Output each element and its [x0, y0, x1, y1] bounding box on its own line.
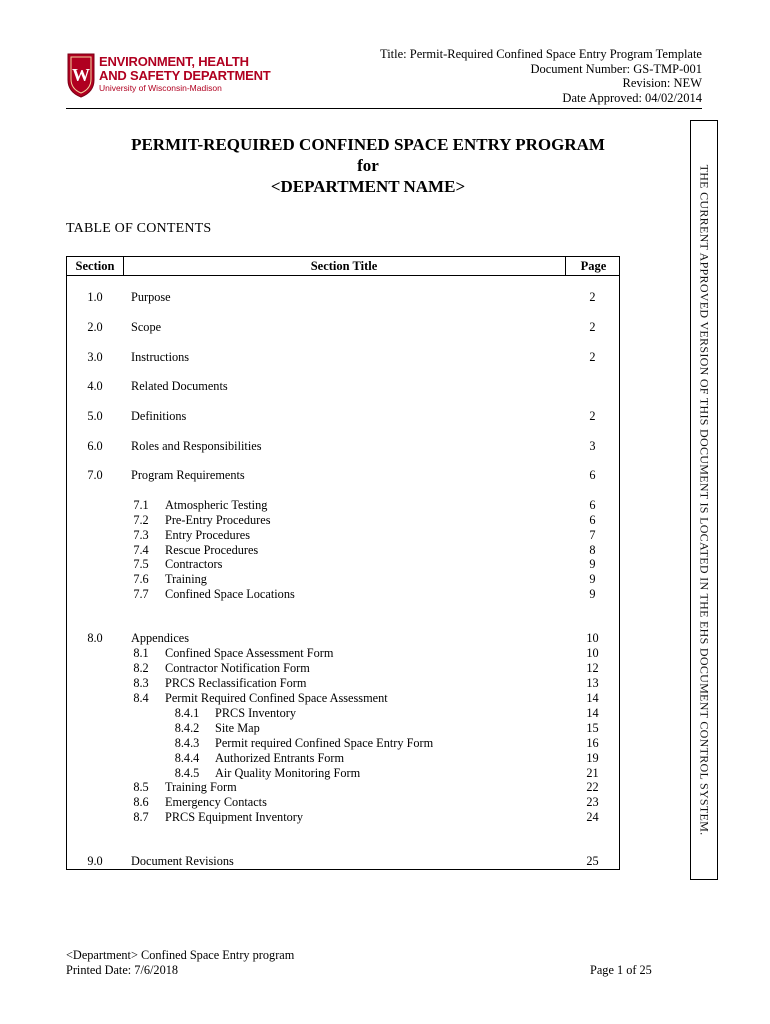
- toc-section-number: 7.4: [133, 543, 149, 557]
- toc-row: [67, 379, 619, 394]
- toc-section-title: Entry Procedures: [165, 528, 251, 542]
- toc-row: [67, 320, 619, 335]
- logo-line-1: ENVIRONMENT, HEALTH: [99, 54, 249, 69]
- toc-page-number: 23: [586, 795, 599, 809]
- toc-section-title: Purpose: [131, 290, 171, 304]
- toc-section-title: Program Requirements: [131, 468, 245, 482]
- toc-section-number: 7.3: [133, 528, 149, 542]
- toc-section-number: 7.0: [87, 468, 103, 482]
- toc-page-number: 2: [589, 350, 596, 364]
- toc-section-number: 7.6: [133, 572, 149, 586]
- toc-section-number: 3.0: [87, 350, 103, 364]
- toc-page-number: 10: [586, 631, 599, 645]
- toc-section-title: PRCS Reclassification Form: [165, 676, 307, 690]
- toc-section-number: 1.0: [87, 290, 103, 304]
- toc-page-number: 14: [586, 691, 599, 705]
- toc-row: [67, 721, 619, 736]
- logo-line-2: AND SAFETY DEPARTMENT: [99, 68, 271, 83]
- toc-page-number: 12: [586, 661, 599, 675]
- toc-section-title: Pre-Entry Procedures: [165, 513, 271, 527]
- toc-row: [67, 498, 619, 513]
- toc-header-title: Section Title: [310, 259, 378, 273]
- svg-text:W: W: [72, 65, 90, 85]
- toc-section-number: 4.0: [87, 379, 103, 393]
- toc-row: [67, 646, 619, 661]
- toc-row: [67, 810, 619, 825]
- document-title-line-2: for: [357, 156, 379, 175]
- toc-section-number: 6.0: [87, 439, 103, 453]
- toc-section-number: 9.0: [87, 854, 103, 868]
- toc-page-number: 15: [586, 721, 599, 735]
- toc-section-title: Permit required Confined Space Entry Form: [215, 736, 434, 750]
- toc-section-title: PRCS Equipment Inventory: [165, 810, 303, 824]
- toc-page-number: 13: [586, 676, 599, 690]
- toc-row: [67, 631, 619, 646]
- toc-row: [67, 691, 619, 706]
- toc-section-number: 8.1: [133, 646, 149, 660]
- toc-section-title: Training: [165, 572, 207, 586]
- toc-row: [67, 350, 619, 365]
- toc-row: [67, 290, 619, 305]
- footer-page-number: Page 1 of 25: [590, 963, 652, 977]
- toc-section-title: Related Documents: [131, 379, 228, 393]
- toc-section-number: 8.4.1: [174, 706, 200, 720]
- toc-row: [67, 751, 619, 766]
- toc-section-title: Training Form: [165, 780, 237, 794]
- header-document-number: Document Number: GS-TMP-001: [530, 61, 702, 76]
- toc-section-number: 2.0: [87, 320, 103, 334]
- toc-row: [67, 587, 619, 602]
- toc-section-title: Confined Space Assessment Form: [165, 646, 334, 660]
- toc-section-title: Confined Space Locations: [165, 587, 295, 601]
- toc-page-number: 22: [586, 780, 599, 794]
- toc-page-number: 21: [586, 766, 599, 780]
- toc-section-number: 8.7: [133, 810, 149, 824]
- toc-section-number: 8.4.5: [174, 766, 200, 780]
- toc-section-number: 7.5: [133, 557, 149, 571]
- toc-row: [67, 513, 619, 528]
- toc-section-title: Atmospheric Testing: [165, 498, 268, 512]
- toc-section-title: Contractors: [165, 557, 223, 571]
- toc-section-title: Document Revisions: [131, 854, 234, 868]
- toc-page-number: 2: [589, 290, 596, 304]
- toc-section-number: 8.3: [133, 676, 149, 690]
- header-title: Title: Permit-Required Confined Space Entry Program Template: [380, 47, 702, 61]
- toc-row: [67, 439, 619, 454]
- toc-section-title: Authorized Entrants Form: [215, 751, 345, 765]
- side-notice: THE CURRENT APPROVED VERSION OF THIS DOCUMENT IS LOCATED IN THE EHS DOCUMENT CONTROL SYSTEM.: [697, 164, 712, 836]
- toc-header-page: Page: [565, 257, 621, 275]
- toc-row: [67, 572, 619, 587]
- toc-page-number: 14: [586, 706, 599, 720]
- footer-left: [66, 948, 294, 977]
- toc-row: [67, 661, 619, 676]
- toc-page-number: 3: [589, 439, 596, 453]
- toc-section-title: Air Quality Monitoring Form: [215, 766, 361, 780]
- toc-page-number: 6: [589, 468, 596, 482]
- toc-row: [67, 409, 619, 424]
- toc-page-number: 16: [586, 736, 599, 750]
- header-revision: Revision: NEW: [622, 76, 702, 91]
- toc-row: [67, 468, 619, 483]
- toc-section-number: 7.2: [133, 513, 149, 527]
- toc-page-number: 9: [589, 572, 596, 586]
- toc-section-number: 8.5: [133, 780, 149, 794]
- toc-section-number: 8.2: [133, 661, 149, 675]
- toc-section-title: Appendices: [131, 631, 190, 645]
- toc-page-number: 2: [589, 409, 596, 423]
- toc-section-title: PRCS Inventory: [215, 706, 296, 720]
- toc-section-number: 7.7: [133, 587, 149, 601]
- toc-page-number: 7: [589, 528, 596, 542]
- toc-page-number: 24: [586, 810, 599, 824]
- document-title-line-3: <DEPARTMENT NAME>: [270, 177, 466, 196]
- toc-row: [67, 780, 619, 795]
- toc-section-title: Contractor Notification Form: [165, 661, 310, 675]
- toc-section-title: Site Map: [215, 721, 260, 735]
- department-logo: [66, 52, 271, 102]
- document-header: [380, 47, 702, 105]
- toc-page-number: 19: [586, 751, 599, 765]
- document-title: [66, 134, 670, 197]
- toc-section-title: Roles and Responsibilities: [131, 439, 262, 453]
- toc-row: [67, 543, 619, 558]
- toc-section-title: Rescue Procedures: [165, 543, 259, 557]
- toc-row: [67, 854, 619, 869]
- toc-page-number: 8: [589, 543, 596, 557]
- footer-program-name: <Department> Confined Space Entry program: [66, 948, 295, 962]
- toc-page-number: 6: [589, 498, 596, 512]
- toc-section-title: Permit Required Confined Space Assessment: [165, 691, 388, 705]
- header-rule: [66, 108, 702, 109]
- toc-row: [67, 557, 619, 572]
- toc-section-number: 8.4.2: [174, 721, 200, 735]
- toc-page-number: 9: [589, 557, 596, 571]
- toc-section-number: 8.4.3: [174, 736, 200, 750]
- toc-row: [67, 528, 619, 543]
- toc-section-title: Scope: [131, 320, 162, 334]
- logo-line-3: University of Wisconsin-Madison: [99, 83, 222, 93]
- toc-header-section: Section: [67, 257, 124, 275]
- toc-section-number: 8.4: [133, 691, 149, 705]
- toc-section-number: 8.6: [133, 795, 149, 809]
- university-crest-icon: [66, 52, 96, 98]
- toc-heading: TABLE OF CONTENTS: [66, 221, 212, 236]
- toc-row: [67, 766, 619, 781]
- toc-row: [67, 736, 619, 751]
- toc-section-number: 8.0: [87, 631, 103, 645]
- footer-printed-date: Printed Date: 7/6/2018: [66, 962, 179, 977]
- document-title-line-1: PERMIT-REQUIRED CONFINED SPACE ENTRY PROGRAM: [131, 135, 605, 154]
- toc-section-number: 7.1: [133, 498, 149, 512]
- toc-row: [67, 795, 619, 810]
- toc-page-number: 9: [589, 587, 596, 601]
- toc-section-number: 8.4.4: [174, 751, 200, 765]
- toc-page-number: 25: [586, 854, 599, 868]
- toc-section-number: 5.0: [87, 409, 103, 423]
- toc-row: [67, 706, 619, 721]
- toc-page-number: 6: [589, 513, 596, 527]
- toc-page-number: 2: [589, 320, 596, 334]
- toc-table: [66, 256, 620, 870]
- toc-row: [67, 676, 619, 691]
- toc-header-row: [67, 257, 619, 276]
- toc-section-title: Emergency Contacts: [165, 795, 267, 809]
- toc-page-number: 10: [586, 646, 599, 660]
- toc-section-title: Instructions: [131, 350, 190, 364]
- toc-section-title: Definitions: [131, 409, 187, 423]
- header-date-approved: Date Approved: 04/02/2014: [562, 90, 702, 105]
